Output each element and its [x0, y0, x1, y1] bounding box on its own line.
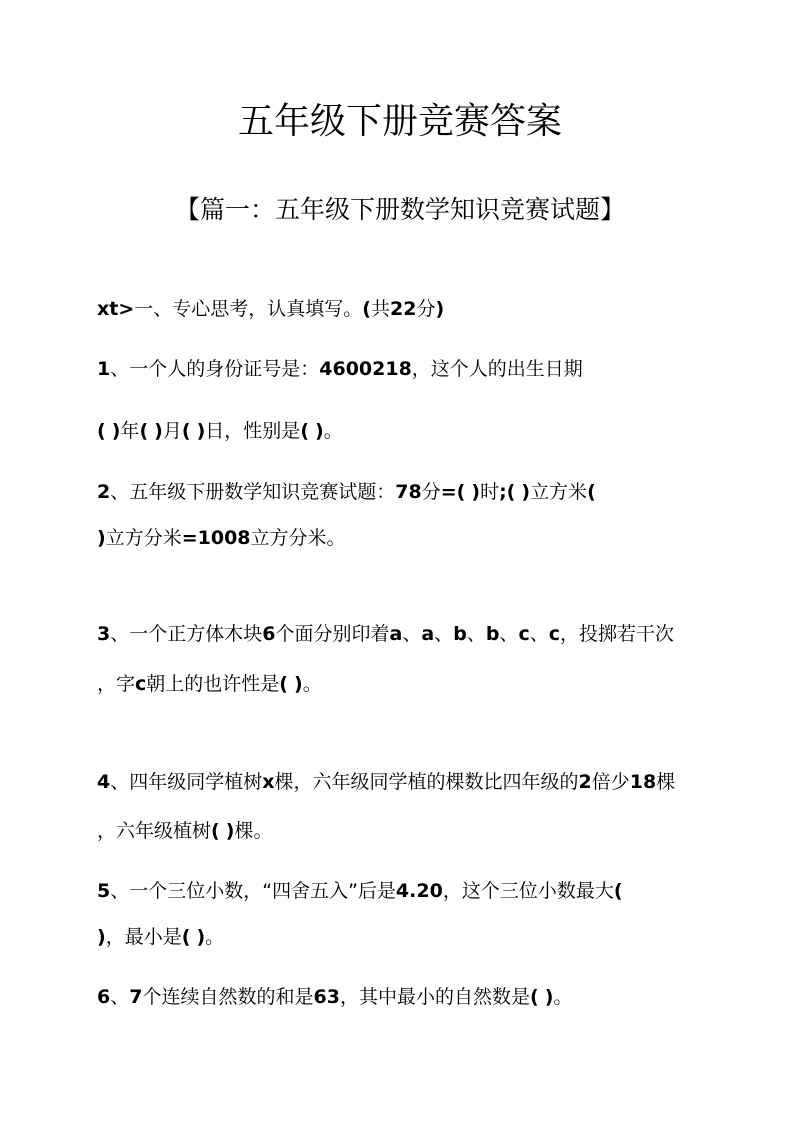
question-line: 5、一个三位小数，“四舍五入”后是4.20，这个三位小数最大( — [97, 880, 623, 902]
question-line: 1、一个人的身份证号是：4600218，这个人的出生日期 — [97, 358, 583, 380]
question-line: ( )年( )月( )日，性别是( )。 — [97, 420, 343, 442]
question-line: 2、五年级下册数学知识竞赛试题：78分=( )时;( )立方米( — [97, 481, 596, 503]
question-line: ，字c朝上的也许性是( )。 — [97, 673, 322, 695]
question-line: )，最小是( )。 — [97, 926, 225, 948]
question-line: 4、四年级同学植树x棵，六年级同学植的棵数比四年级的2倍少18棵 — [97, 771, 676, 793]
question-line: 6、7个连续自然数的和是63，其中最小的自然数是( )。 — [97, 986, 573, 1008]
section-instruction: xt>一、专心思考，认真填写。(共22分) — [97, 298, 445, 320]
question-line: 3、一个正方体木块6个面分别印着a、a、b、b、c、c，投掷若干次 — [97, 623, 674, 645]
question-line: )立方分米=1008立方分米。 — [97, 527, 346, 549]
question-line: ，六年级植树( )棵。 — [97, 820, 273, 842]
document-title: 五年级下册竞赛答案 — [237, 101, 562, 142]
section-heading: 【篇一：五年级下册数学知识竞赛试题】 — [174, 195, 625, 224]
